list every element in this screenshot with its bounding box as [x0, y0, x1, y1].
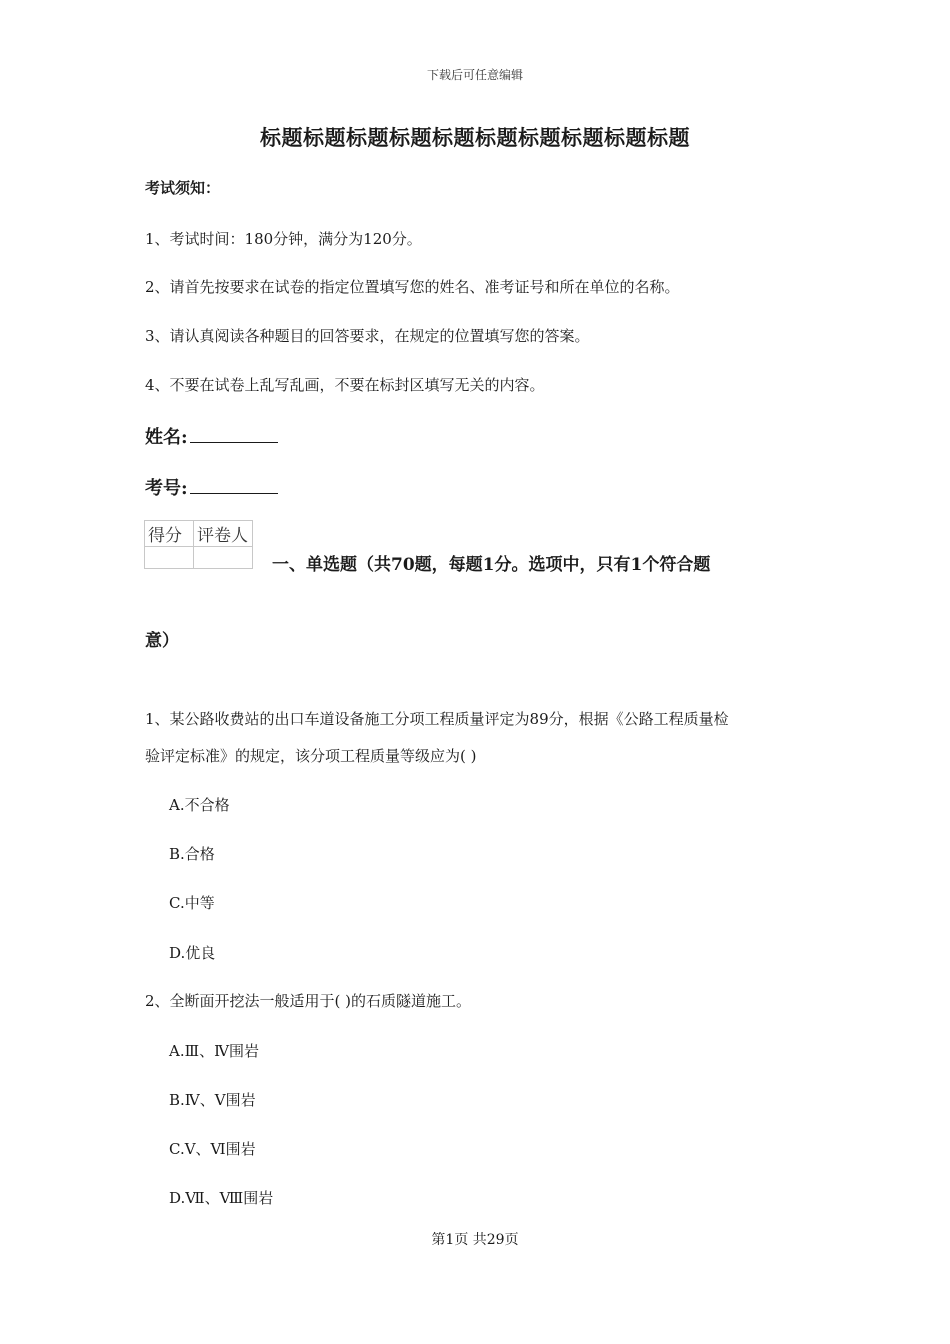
- section-title: 一、单选题（共70题，每题1分。选项中，只有1个符合题: [272, 555, 711, 575]
- score-box: [144, 520, 253, 569]
- grader-label: 评卷人: [194, 521, 253, 547]
- question-text: 1、某公路收费站的出口车道设备施工分项工程质量评定为89分，根据《公路工程质量检: [145, 710, 729, 728]
- option-item: C.中等: [169, 894, 215, 912]
- exam-id-blank-line[interactable]: [190, 475, 278, 494]
- question-text: 2、全断面开挖法一般适用于( )的石质隧道施工。: [145, 992, 472, 1010]
- name-label: 姓名:: [145, 427, 188, 448]
- page-number-footer: 第1页 共29页: [431, 1232, 519, 1248]
- exam-id-label: 考号:: [145, 478, 188, 499]
- option-item: D.Ⅶ、Ⅷ围岩: [169, 1189, 274, 1207]
- notice-item: 3、请认真阅读各种题目的回答要求，在规定的位置填写您的答案。: [145, 327, 590, 345]
- option-item: C.Ⅴ、Ⅵ围岩: [169, 1140, 256, 1158]
- notice-item: 2、请首先按要求在试卷的指定位置填写您的姓名、准考证号和所在单位的名称。: [145, 278, 680, 296]
- exam-id-field[interactable]: [145, 474, 278, 500]
- question-text: 验评定标准》的规定，该分项工程质量等级应为( ): [145, 747, 477, 765]
- header-note: 下载后可任意编辑: [426, 68, 523, 82]
- option-item: A.Ⅲ、Ⅳ围岩: [169, 1042, 260, 1060]
- notice-item: 1、考试时间：180分钟，满分为120分。: [145, 230, 422, 248]
- score-label: 得分: [145, 521, 194, 547]
- option-item: A.不合格: [169, 796, 230, 814]
- document-title: 标题标题标题标题标题标题标题标题标题标题: [260, 125, 690, 150]
- section-title-continued: 意）: [145, 631, 179, 651]
- option-item: B.合格: [169, 845, 215, 863]
- name-field[interactable]: [145, 423, 278, 449]
- name-blank-line[interactable]: [190, 424, 278, 443]
- notice-heading: 考试须知：: [145, 179, 221, 197]
- notice-item: 4、不要在试卷上乱写乱画，不要在标封区填写无关的内容。: [145, 376, 545, 394]
- grader-cell[interactable]: [194, 547, 253, 569]
- score-cell[interactable]: [145, 547, 194, 569]
- option-item: B.Ⅳ、Ⅴ围岩: [169, 1091, 256, 1109]
- option-item: D.优良: [169, 944, 216, 962]
